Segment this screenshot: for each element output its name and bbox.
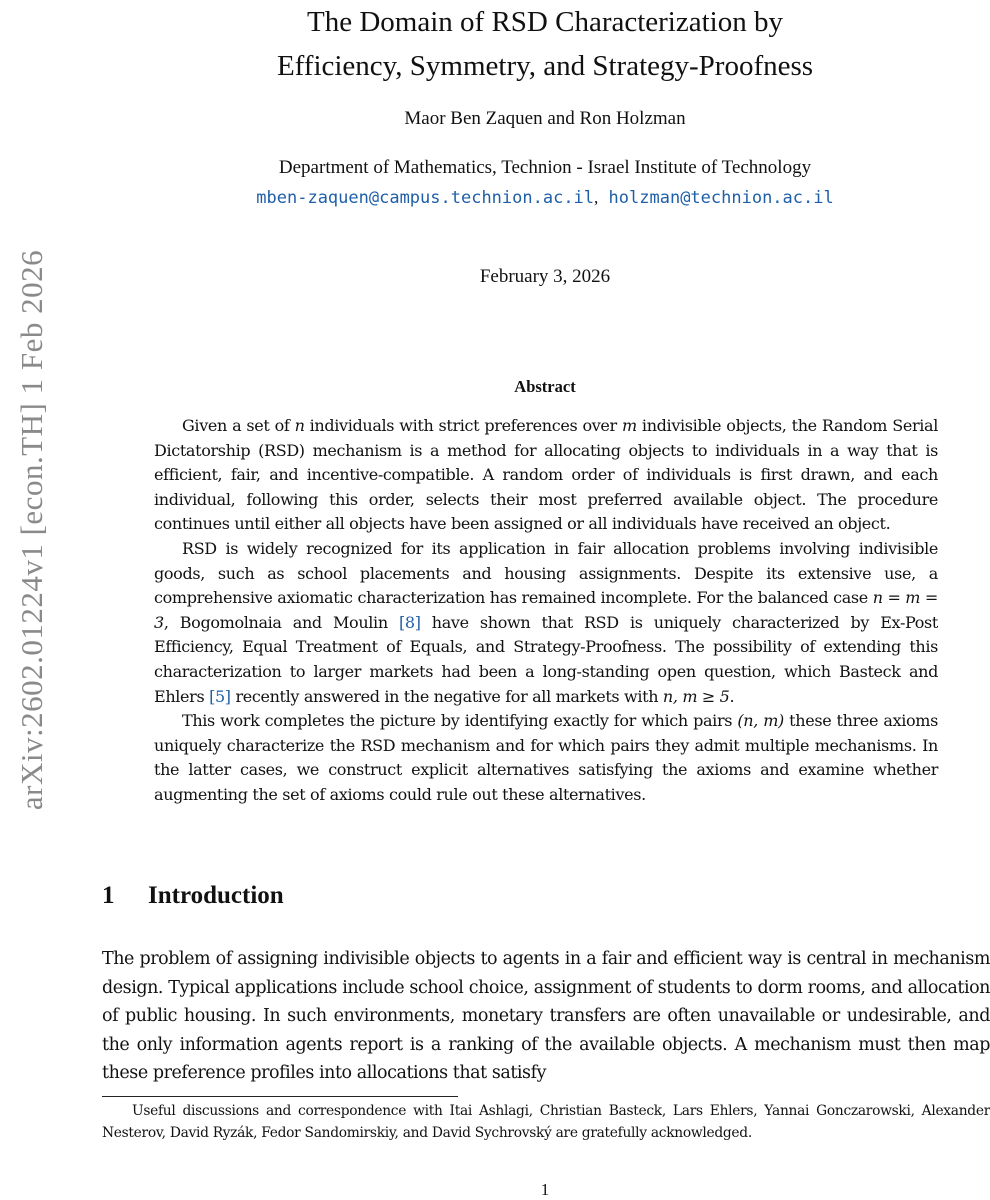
abstract-p1-text-c: indivisible objects, the Random Serial Dictatorship (RSD) mechanism is a method for allocating objects to individuals in a way that is efficient, fair, and incentive-compatible. A random order of individuals is first drawn, and each individual, following this order, selects their most preferred available object. The procedure continues until either all objects have been assigned or all individuals have received an object. <box>154 416 938 534</box>
email-link-1[interactable]: mben-zaquen@campus.technion.ac.il <box>256 188 595 208</box>
footnote-divider <box>102 1096 458 1097</box>
math-n: n <box>294 416 305 435</box>
abstract-p3-text-a: This work completes the picture by identifying exactly for which pairs <box>182 711 738 731</box>
abstract-heading: Abstract <box>514 377 576 396</box>
arxiv-identifier-stamp: arXiv:2602.01224v1 [econ.TH] 1 Feb 2026 <box>14 249 49 811</box>
abstract-p3-text-b: these three axioms uniquely characterize the RSD mechanism and for which pairs they admit multiple mechanisms. In the latter cases, we construct explicit alternatives satisfying the axioms and examine whether augmenting the set of axioms could rule out these alternatives. <box>154 711 938 804</box>
math-market-bound: n, m ≥ 5 <box>662 686 730 706</box>
affiliation: Department of Mathematics, Technion - Israel Institute of Technology <box>278 157 812 178</box>
section-heading-introduction <box>102 882 284 910</box>
introduction-paragraph: The problem of assigning indivisible objects to agents in a fair and efficient way is central in mechanism design. Typical applications include school choice, assignment of students to dorm rooms, and allocation of public housing. In such environments, monetary transfers are often unavailable or undesirable, and the only information agents report is a ranking of the available objects. A mechanism must then map these preference profiles into allocations that satisfy <box>102 949 990 1083</box>
email-separator: , <box>594 188 599 207</box>
abstract-p2-text-e: . <box>729 686 735 706</box>
section-number: 1 <box>102 882 115 909</box>
abstract-body <box>154 414 938 808</box>
abstract-p2-text-c: have shown that RSD is uniquely characterized by Ex-Post Efficiency, Equal Treatment of Equals, and Strategy-Proofness. The possibility of extending this characterization to larger markets had been a long-standing open question, which Basteck and Ehlers <box>154 612 938 706</box>
abstract-p1-text-b: individuals with strict preferences over <box>304 416 622 435</box>
abstract-p2-text-d: recently answered in the negative for all markets with <box>230 686 663 706</box>
citation-link-8[interactable]: [8] <box>398 612 421 632</box>
paper-title-line-2: Efficiency, Symmetry, and Strategy-Proofness <box>276 50 814 82</box>
paper-title <box>100 0 990 88</box>
math-pair-nm: (n, m) <box>737 711 784 731</box>
author-emails <box>100 188 990 208</box>
citation-link-5[interactable]: [5] <box>209 686 231 706</box>
math-balanced-case: n = m = 3 <box>154 588 938 632</box>
email-link-2[interactable]: holzman@technion.ac.il <box>608 188 834 208</box>
footnote <box>102 1100 990 1144</box>
abstract-paragraph-1 <box>154 414 938 537</box>
footnote-text: Useful discussions and correspondence with Itai Ashlagi, Christian Basteck, Lars Ehlers, Yannai Gonczarowski, Alexander Nesterov, David Ryzák, Fedor Sandomirskiy, and David Sychrovský are gratefully acknowledged. <box>102 1103 990 1141</box>
abstract-p1-text-a: Given a set of <box>182 416 295 435</box>
abstract-paragraph-2 <box>154 537 938 709</box>
section-title: Introduction <box>148 882 284 909</box>
paper-title-line-1: The Domain of RSD Characterization by <box>307 6 783 38</box>
math-m: m <box>621 416 637 435</box>
abstract-p2-text-a: RSD is widely recognized for its application in fair allocation problems involving indivisible goods, such as school placements and housing assignments. Despite its extensive use, a comprehensive axiomatic characterization has remained incomplete. For the balanced case <box>154 538 938 608</box>
page-number: 1 <box>540 1180 550 1199</box>
abstract-p2-text-b: , Bogomolnaia and Moulin <box>163 612 399 632</box>
introduction-body <box>102 945 990 1088</box>
author-list: Maor Ben Zaquen and Ron Holzman <box>404 108 686 129</box>
publication-date: February 3, 2026 <box>479 266 611 287</box>
abstract-paragraph-3 <box>154 709 938 807</box>
